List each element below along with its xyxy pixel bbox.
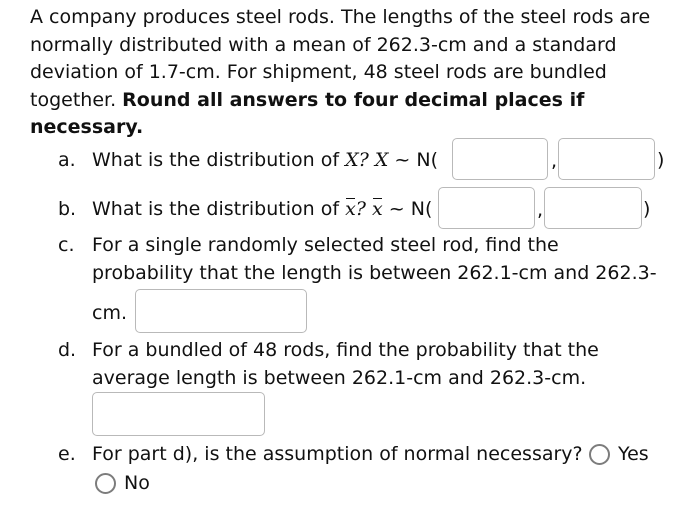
question-d-line1: For a bundled of 48 rods, find the probability that the bbox=[92, 339, 599, 361]
option-no-label[interactable]: No bbox=[124, 472, 150, 494]
comma-a: , bbox=[551, 150, 558, 172]
question-c-letter: c. bbox=[58, 234, 75, 256]
problem-text: A company produces steel rods. The lengths of the steel rods are normally distributed with a mean of 262.3-cm and a standard deviation of 1.7-cm. For shipment, 48 steel rods are bundled together. bbox=[30, 6, 651, 111]
variable-x-2: X bbox=[374, 149, 389, 171]
close-paren-a: ) bbox=[657, 149, 665, 171]
question-c-line1: For a single randomly selected steel rod, find the bbox=[92, 234, 559, 256]
close-paren-b: ) bbox=[643, 198, 651, 220]
question-c-line3: cm. bbox=[92, 302, 127, 324]
question-b-text bbox=[92, 196, 432, 224]
comma-b: , bbox=[537, 199, 544, 221]
question-a-sd-input[interactable] bbox=[558, 138, 655, 180]
question-b-sd-input[interactable] bbox=[544, 187, 642, 229]
variable-xbar: x bbox=[345, 196, 356, 224]
question-b-mean-input[interactable] bbox=[438, 187, 535, 229]
variable-xbar-2: x bbox=[372, 196, 383, 224]
question-a-mean-input[interactable] bbox=[452, 138, 548, 180]
question-a-letter: a. bbox=[58, 149, 76, 171]
normal-dist-label: N( bbox=[410, 198, 433, 220]
question-e-text: For part d), is the assumption of normal necessary? bbox=[92, 443, 583, 465]
tilde-symbol: ~ bbox=[388, 198, 405, 220]
question-c-answer-input[interactable] bbox=[135, 289, 307, 333]
question-d-letter: d. bbox=[58, 339, 77, 361]
question-mark: ? bbox=[355, 198, 366, 220]
option-yes-label[interactable]: Yes bbox=[618, 443, 649, 465]
problem-statement bbox=[30, 4, 690, 142]
radio-no[interactable] bbox=[95, 473, 116, 494]
question-a-prefix: What is the distribution of bbox=[92, 149, 340, 171]
question-d bbox=[58, 337, 688, 393]
question-d-line2: average length is between 262.1-cm and 262.3-cm. bbox=[92, 367, 587, 389]
normal-dist-label: N( bbox=[416, 149, 439, 171]
variable-x: X bbox=[345, 149, 359, 171]
question-b-letter: b. bbox=[58, 198, 77, 220]
radio-yes[interactable] bbox=[589, 444, 610, 465]
question-mark: ? bbox=[358, 149, 369, 171]
question-e-letter: e. bbox=[58, 443, 76, 465]
question-d-answer-input[interactable] bbox=[92, 392, 265, 436]
question-b-prefix: What is the distribution of bbox=[92, 198, 340, 220]
tilde-symbol: ~ bbox=[394, 149, 411, 171]
question-a-text bbox=[92, 147, 438, 175]
question-c-line2: probability that the length is between 262.1-cm and 262.3- bbox=[92, 262, 657, 284]
rounding-instruction: Round all answers to four decimal places if necessary. bbox=[30, 88, 585, 138]
